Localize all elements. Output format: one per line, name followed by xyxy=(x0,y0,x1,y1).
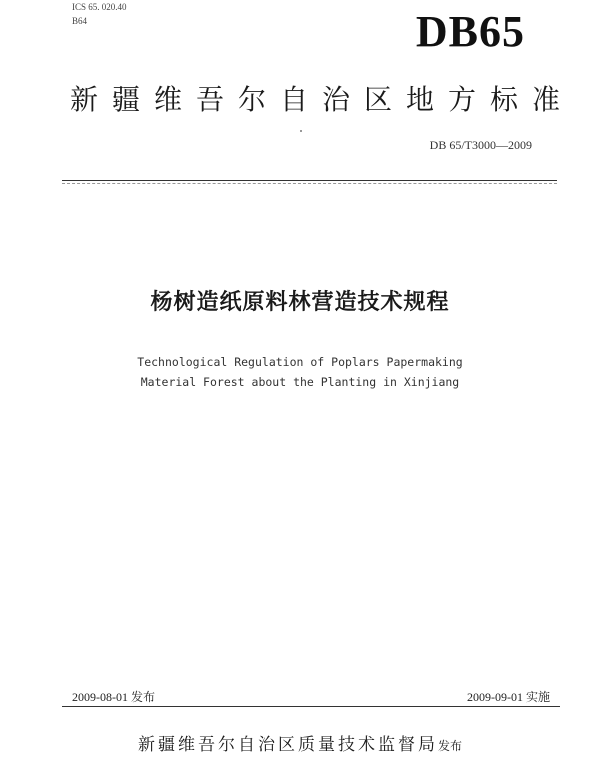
classification-code: B64 xyxy=(72,16,88,26)
header-divider-dashed xyxy=(62,183,557,184)
standard-type-title: 新疆维吾尔自治区地方标准 xyxy=(70,83,575,116)
document-title-chinese: 杨树造纸原料林营造技术规程 xyxy=(150,290,450,315)
scan-speck xyxy=(300,130,302,132)
footer-divider xyxy=(62,706,560,707)
ics-code: ICS 65. 020.40 xyxy=(72,2,127,12)
publisher xyxy=(0,730,600,755)
publisher-suffix: 发布 xyxy=(437,739,462,753)
issue-date: 2009-08-01 发布 xyxy=(72,690,155,704)
header-divider xyxy=(62,180,557,181)
implement-date: 2009-09-01 实施 xyxy=(467,690,550,704)
db-mark: DB65 xyxy=(415,7,525,56)
standard-number: DB 65/T3000—2009 xyxy=(429,138,532,152)
document-title-english-line2: Material Forest about the Planting in Xinjiang xyxy=(140,375,460,389)
publisher-name: 新疆维吾尔自治区质量技术监督局 xyxy=(137,735,438,755)
document-title-english-line1: Technological Regulation of Poplars Papermaking xyxy=(137,355,463,369)
